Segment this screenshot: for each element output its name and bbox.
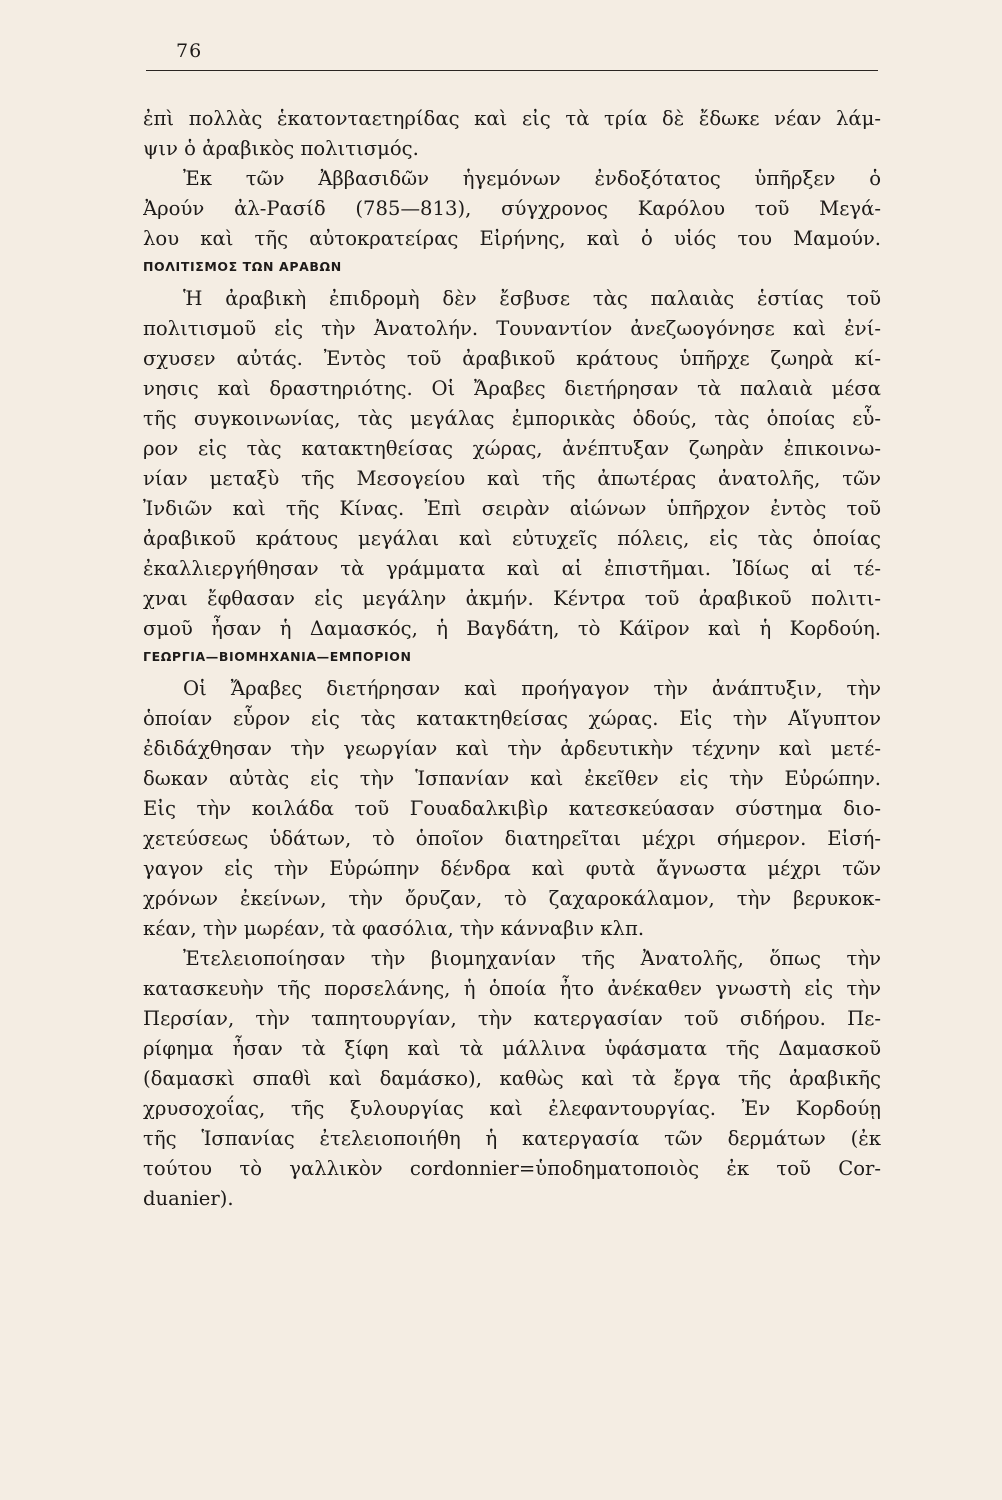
text-line: τῆς συγκοινωνίας, τὰς μεγάλας ἐμπορικὰς ὁδούς, τὰς ὁποίας εὗ-	[143, 407, 881, 430]
text-line: χετεύσεως ὑδάτων, τὸ ὁποῖον διατηρεῖται μέχρι σήμερον. Εἰσή-	[143, 827, 881, 850]
paragraph-agriculture	[143, 674, 881, 944]
text-line: Οἱ Ἄραβες διετήρησαν καὶ προήγαγον τὴν ἀνάπτυξιν, τὴν	[183, 677, 881, 700]
text-line: ἐδιδάχθησαν τὴν γεωργίαν καὶ τὴν ἀρδευτικὴν τέχνην καὶ μετέ-	[143, 737, 881, 760]
text-line: τῆς Ἱσπανίας ἐτελειοποιήθη ἡ κατεργασία τῶν δερμάτων (ἐκ	[143, 1127, 881, 1150]
text-line: ψιν ὁ ἀραβικὸς πολιτισμός.	[143, 137, 419, 160]
text-line: duanier).	[143, 1187, 234, 1210]
text-line: Ἡ ἀραβικὴ ἐπιδρομὴ δὲν ἔσβυσε τὰς παλαιὰς ἑστίας τοῦ	[183, 287, 881, 310]
text-line: ὁποίαν εὗρον εἰς τὰς κατακτηθείσας χώρας. Εἰς τὴν Αἴγυπτον	[143, 707, 881, 730]
header-rule	[146, 70, 878, 71]
paragraph-civilization	[143, 284, 881, 644]
text-line: Ἀρούν ἀλ-Ρασίδ (785—813), σύγχρονος Καρόλου τοῦ Μεγά-	[143, 197, 881, 220]
text-line: κέαν, τὴν μωρέαν, τὰ φασόλια, τὴν κάνναβιν κλπ.	[143, 917, 645, 940]
text-line: Εἰς τὴν κοιλάδα τοῦ Γουαδαλκιβὶρ κατεσκεύασαν σύστημα διο-	[143, 797, 881, 820]
text-line: τούτου τὸ γαλλικὸν cordonnier=ὑποδηματοποιὸς ἐκ τοῦ Cor-	[143, 1157, 881, 1180]
text-line: πολιτισμοῦ εἰς τὴν Ἀνατολήν. Τουναντίον ἀνεζωογόνησε καὶ ἐνί-	[143, 317, 881, 340]
paragraph-intro	[143, 104, 881, 254]
text-line: νίαν μεταξὺ τῆς Μεσογείου καὶ τῆς ἀπωτέρας ἀνατολῆς, τῶν	[143, 467, 881, 490]
text-line: γαγον εἰς τὴν Εὐρώπην δένδρα καὶ φυτὰ ἄγνωστα μέχρι τῶν	[143, 857, 881, 880]
text-line: χναι ἔφθασαν εἰς μεγάλην ἀκμήν. Κέντρα τοῦ ἀραβικοῦ πολιτι-	[143, 587, 881, 610]
text-body	[143, 104, 881, 1214]
text-line: Περσίαν, τὴν ταπητουργίαν, τὴν κατεργασίαν τοῦ σιδήρου. Πε-	[143, 1007, 881, 1030]
text-line: Ἰνδιῶν καὶ τῆς Κίνας. Ἐπὶ σειρὰν αἰώνων ὑπῆρχον ἐντὸς τοῦ	[143, 497, 881, 520]
text-line: χρυσοχοΐας, τῆς ξυλουργίας καὶ ἐλεφαντουργίας. Ἐν Κορδούῃ	[143, 1097, 881, 1120]
text-line: νησις καὶ δραστηριότης. Οἱ Ἄραβες διετήρησαν τὰ παλαιὰ μέσα	[143, 377, 881, 400]
text-line: ἐκαλλιεργήθησαν τὰ γράμματα καὶ αἱ ἐπιστῆμαι. Ἰδίως αἱ τέ-	[143, 557, 881, 580]
text-line: Ἐτελειοποίησαν τὴν βιομηχανίαν τῆς Ἀνατολῆς, ὅπως τὴν	[183, 947, 881, 970]
page-number: 76	[176, 40, 203, 62]
text-line: (δαμασκὶ σπαθὶ καὶ δαμάσκο), καθὼς καὶ τὰ ἔργα τῆς ἀραβικῆς	[143, 1067, 881, 1090]
paragraph-industry	[143, 944, 881, 1214]
text-line: σμοῦ ἦσαν ἡ Δαμασκός, ἡ Βαγδάτη, τὸ Κάϊρον καὶ ἡ Κορδούη.	[143, 617, 881, 640]
text-line: Ἐκ τῶν Ἀββασιδῶν ἡγεμόνων ἐνδοξότατος ὑπῆρξεν ὁ	[183, 167, 881, 190]
text-line: σχυσεν αὐτάς. Ἐντὸς τοῦ ἀραβικοῦ κράτους ὑπῆρχε ζωηρὰ κί-	[143, 347, 881, 370]
text-line: ἀραβικοῦ κράτους μεγάλαι καὶ εὐτυχεῖς πόλεις, εἰς τὰς ὁποίας	[143, 527, 881, 550]
section-heading: ΠΟΛΙΤΙΣΜΟΣ ΤΩΝ ΑΡΑΒΩΝ	[143, 259, 342, 274]
section-heading: ΓΕΩΡΓΙΑ—ΒΙΟΜΗΧΑΝΙΑ—ΕΜΠΟΡΙΟΝ	[143, 649, 412, 664]
text-line: ἐπὶ πολλὰς ἑκατονταετηρίδας καὶ εἰς τὰ τρία δὲ ἔδωκε νέαν λάμ-	[143, 107, 881, 130]
text-line: λου καὶ τῆς αὐτοκρατείρας Εἰρήνης, καὶ ὁ υἱός του Μαμούν.	[143, 227, 881, 250]
text-line: δωκαν αὐτὰς εἰς τὴν Ἱσπανίαν καὶ ἐκεῖθεν εἰς τὴν Εὐρώπην.	[143, 767, 881, 790]
text-line: ρίφημα ἦσαν τὰ ξίφη καὶ τὰ μάλλινα ὑφάσματα τῆς Δαμασκοῦ	[143, 1037, 881, 1060]
text-line: κατασκευὴν τῆς πορσελάνης, ἡ ὁποία ἦτο ἀνέκαθεν γνωστὴ εἰς τὴν	[143, 977, 881, 1000]
text-line: χρόνων ἐκείνων, τὴν ὄρυζαν, τὸ ζαχαροκάλαμον, τὴν βερυκοκ-	[143, 887, 881, 910]
text-line: ρον εἰς τὰς κατακτηθείσας χώρας, ἀνέπτυξαν ζωηρὰν ἐπικοινω-	[143, 437, 881, 460]
